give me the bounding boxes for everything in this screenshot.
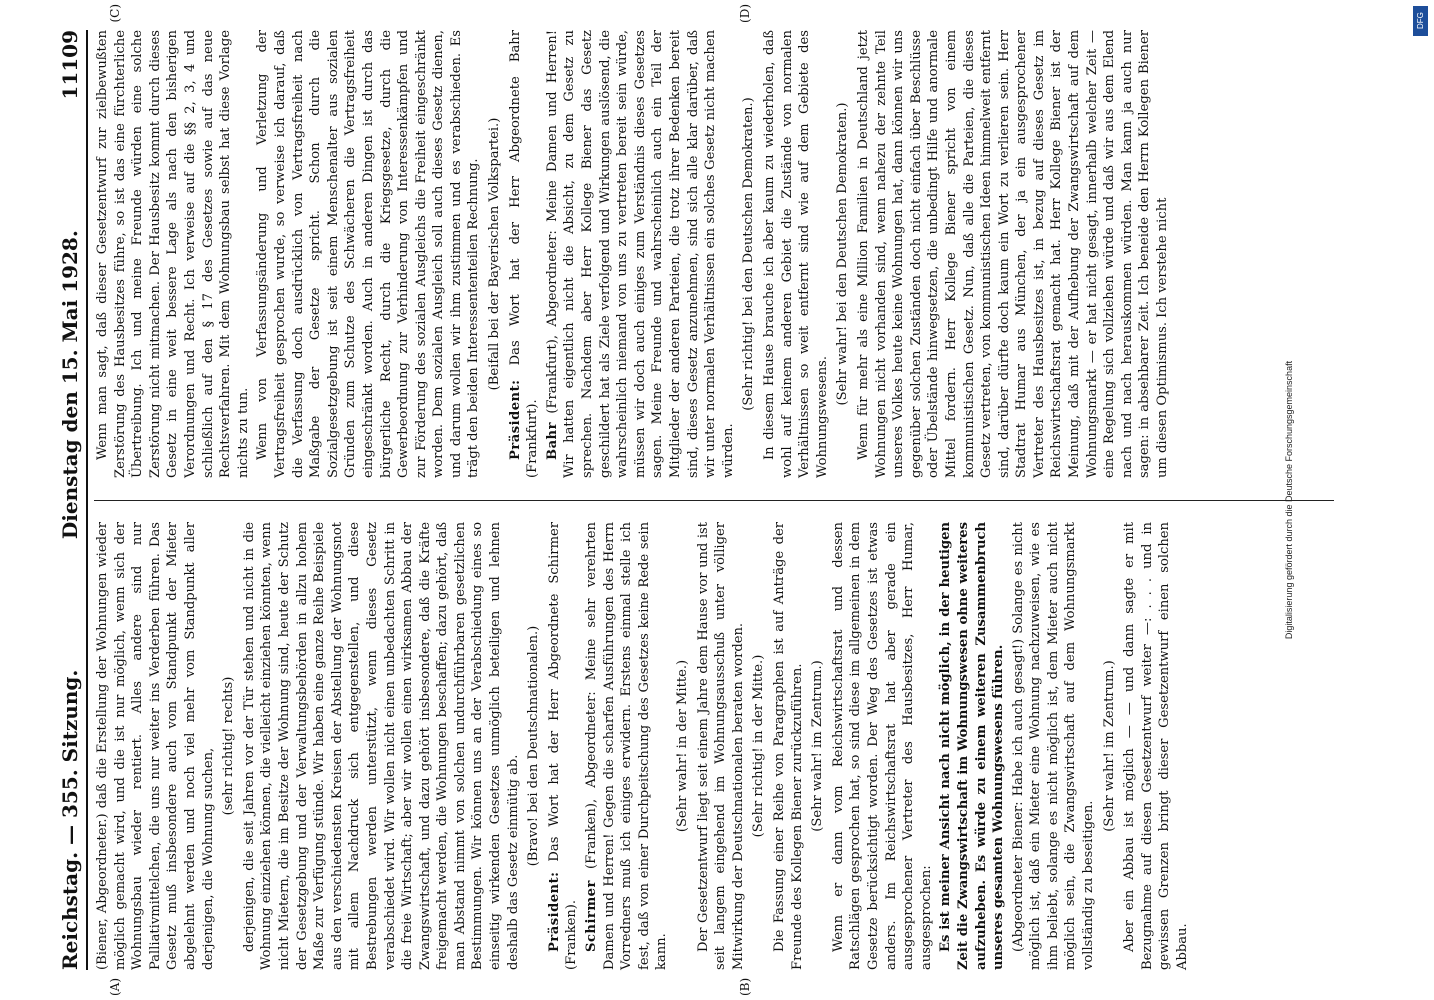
- digitization-credit: Digitalisierung gefördert durch die Deutsche Forschungsgemeinschaft: [1283, 360, 1294, 640]
- speaker-label: Bahr: [544, 422, 560, 460]
- paragraph: Der Gesetzentwurf liegt seit einem Jahre dem Hause vor und ist seit langem eingehend im Wohnungsausschuß unter völliger Mitwirkung der Deutschnationalen beraten worden.: [695, 522, 746, 970]
- interjection: (Sehr richtig! bei den Deutschen Demokraten.): [741, 97, 757, 411]
- paragraph: In diesem Hause brauche ich aber kaum zu wiederholen, daß wohl auf keinem anderen Gebiet die Zustände von normalen Verhältnissen so weit entfernt sind wie auf dem Gebiete des Wohnungswesens.: [761, 30, 830, 478]
- interjection: (Sehr wahr! im Zentrum.): [1101, 660, 1117, 832]
- paragraph: (Biener, Abgeordneter.) daß die Erstellung der Wohnungen wieder möglich gemacht wird, und die ist nur möglich, wenn sich der Wohnungsbau wieder rentiert. Alles andere sind nur Palliativmittelchen, die uns nur weiter ins Verderben führen. Das Gesetz muß insbesondere auch vom Standpunkt der Mieter abgelehnt werden und noch viel mehr vom Standpunkt aller derjenigen, die Wohnung suchen,: [95, 522, 216, 970]
- left-column: [94, 522, 1194, 970]
- interjection: (Sehr wahr! bei den Deutschen Demokraten.): [835, 102, 851, 406]
- paragraph: (Frankfurt), Abgeordneter: Meine Damen und Herren! Wir hatten eigentlich nicht die Absicht, zu dem Gesetz zu sprechen. Nachdem aber Herr Kollege Biener das Gesetz geschildert hat als Ziele verfolgend und Wirkungen auslösend, die wahrscheinlich niemand von uns zu vertreten bereit sein würde, müssen wir doch auch einiges zum Verständnis dieses Gesetzes sagen. Meine Freunde und wahrscheinlich auch ein Teil der Mitglieder der anderen Parteien, die trotz ihrer Bedenken bereit sind, dieses Gesetz anzunehmen, sind sich alle klar darüber, daß wir unter normalen Verhältnissen ein solches Gesetz nicht machen würden.: [544, 30, 736, 478]
- quoted-paragraph: Es ist meiner Ansicht nach nicht möglich, in der heutigen Zeit die Zwangswirtschaft im Wohnungswesen ohne weiteres aufzuheben. Es würde zu einem weiteren Zusammenbruch unseres gesamten Wohnungswesens führen.: [938, 522, 1007, 970]
- header-left: Reichstag. — 355. Sitzung.: [58, 669, 82, 970]
- dfg-logo: DFG: [1413, 6, 1428, 36]
- speaker-label: Schirmer: [584, 880, 600, 952]
- right-column: [94, 30, 1174, 478]
- interjection: (Beifall bei der Bayerischen Volkspartei.): [487, 117, 503, 391]
- interjection: (Bravo! bei den Deutschnationalen.): [526, 625, 542, 867]
- paragraph: Das Wort hat der Herr Abgeordnete Schirmer (Franken).: [546, 522, 580, 970]
- paragraph: Wenn er dann vom Reichswirtschaftsrat und dessen Ratschlägen gesprochen hat, so sind diese im allgemeinen in dem Gesetze berücksichtigt worden. Der Weg des Gesetzes ist etwas anders. Im Reichswirtschaftsrat hat aber gerade ein ausgesprochener Vertreter des Hausbesitzes, Herr Humar, ausgesprochen:: [830, 522, 934, 970]
- paragraph: (Abgeordneter Biener: Habe ich auch gesagt!) Solange es nicht möglich ist, daß ein Mieter eine Wohnung nachzuweisen, wie es ihm beliebt, solange es nicht möglich ist, dem Mieter auch nicht möglich sein, die Zwangswirtschaft auf dem Wohnungsmarkt vollständig zu beseitigen.: [1010, 522, 1097, 970]
- paragraph: Wenn man sagt, daß dieser Gesetzentwurf zur zielbewußten Zerstörung des Hausbesitzes führe, so ist das eine fürchterliche Übertreibung. Ich und meine Freunde würden eine solche Zerstörung nicht mitmachen. Der Hausbesitz kommt durch dieses Gesetz in eine weit bessere Lage als nach den bisherigen Verordnungen und Recht. Ich verweise auf die §§ 2, 3, 4 und schließlich auf den § 17 des Gesetzes sowie auf das neue Rechtsverfahren. Mit dem Wohnungsbau selbst hat diese Vorlage nichts zu tun.: [95, 30, 251, 478]
- margin-marker-c: (C): [108, 4, 122, 23]
- paragraph: derjenigen, die seit Jahren vor der Tür stehen und nicht in die Wohnung einziehen können, die vielleicht einziehen könnten, wenn nicht Mietern, die im Besitze der Wohnung sind, heute der Schutz der Gesetzgebung und der Verwaltungsbehörden in allzu hohem Maße zur Verfügung stünde. Wir haben eine ganze Reihe Beispiele aus den verschiedensten Kreisen der Abstellung der Wohnungsnot mit allem Nachdruck sich entgegenstellen, und diese Bestrebungen werden unterstützt, wenn dieses Gesetz verabschiedet wird. Wir wollen nicht einen unbedachten Schritt in die freie Wirtschaft; aber wir wollen einen wirksamen Abbau der Zwangswirtschaft, und dazu gehört insbesondere, daß die Kräfte freigemacht werden, die Wohnungen beschaffen; dazu gehört, daß man Abstand nimmt von solchen undurchführbaren gesetzlichen Bestimmungen. Wir können uns an der Verabschiedung eines so einseitig wirkenden Gesetzes unmöglich beteiligen und lehnen deshalb das Gesetz einmütig ab.: [241, 522, 521, 970]
- paragraph: Wenn für mehr als eine Million Familien in Deutschland jetzt Wohnungen nicht vorhanden sind, wenn nahezu der zehnte Teil unseres Volkes heute keine Wohnungen hat, dann können wir uns gegenüber solchen Zuständen doch nicht einfach über Beschlüsse oder Übelstände hinwegsetzen, die unbedingt Hilfe und anormale Mittel fordern. Herr Kollege Biener spricht von einem kommunistischen Gesetz. Nun, daß alle die Parteien, die dieses Gesetz vertreten, von kommunistischen Ideen himmelweit entfernt sind, darüber dürfte doch kaum ein Wort zu verlieren sein. Herr Stadtrat Humar aus München, der ja ein ausgesprochener Vertreter des Hausbesitzes ist, in bezug auf dieses Gesetz im Reichswirtschaftsrat gemacht hat. Herr Kollege Biener ist der Meinung, daß mit der Aufhebung der Zwangswirtschaft auf dem Wohnungsmarkt — er hat nicht gesagt, innerhalb welcher Zeit — eine Regelung sich vollziehen würde und daß wir aus dem Elend nach und nach herauskommen würden. Man kann ja auch nur sagen: in absehbarer Zeit. Ich beneide den Herrn Kollegen Biener um diesen Optimismus. Ich verstehe nicht: [855, 30, 1171, 478]
- page-header: [48, 30, 88, 970]
- speaker-label: Präsident:: [546, 871, 562, 952]
- interjection: (Sehr wahr! in der Mitte.): [675, 659, 690, 833]
- paragraph: Wenn von Verfassungsänderung und Verletzung der Vertragsfreiheit gesprochen wurde, so verweise ich darauf, daß die Verfassung doch ausdrücklich von Vertragsfreiheit nach Maßgabe der Gesetze spricht. Schon durch die Sozialgesetzgebung ist seit einem Menschenalter aus sozialen Gründen zum Schutze des Schwächeren die Vertragsfreiheit eingeschränkt worden. Auch in anderen Dingen ist durch das bürgerliche Recht, durch die Kriegsgesetze, durch die Gewerbeordnung zur Verhinderung von Interessenkämpfen und zur Förderung des sozialen Ausgleichs die Freiheit eingeschränkt worden. Dem sozialen Ausgleich soll auch dieses Gesetz dienen, und darum wollen wir ihm zustimmen und es verabschieden. Es trägt den beiden Interessententeilen Rechnung.: [255, 30, 482, 478]
- margin-marker-d: (D): [738, 4, 752, 23]
- paragraph: Das Wort hat der Herr Abgeordnete Bahr (Frankfurt).: [507, 30, 541, 478]
- interjection: (Sehr richtig! in der Mitte.): [751, 654, 767, 838]
- margin-marker-a: (A): [108, 977, 122, 996]
- page-number: 11109: [58, 30, 82, 100]
- interjection: (Sehr wahr! im Zentrum.): [810, 660, 826, 832]
- header-center: Dienstag den 15. Mai 1928.: [58, 230, 82, 540]
- paragraph: (Franken), Abgeordneter: Meine sehr verehrten Damen und Herren! Gegen die scharfen Ausführungen des Herrn Vorredners muß ich einiges erwidern. Erstens einmal stelle ich fest, daß von einer Durchpeitschung des Gesetzes keine Rede sein kann.: [584, 522, 670, 970]
- speaker-label: Präsident:: [507, 379, 523, 460]
- interjection: (sehr richtig! rechts): [221, 676, 237, 816]
- paragraph: Aber ein Abbau ist möglich — — und dann sagte er mit Bezugnahme auf diesen Gesetzentwurf weiter —: . . . und in gewissen Grenzen bringt dieser Gesetzentwurf einen solchen Abbau.: [1122, 522, 1191, 970]
- paragraph: Die Fassung einer Reihe von Paragraphen ist auf Anträge der Freunde des Kollegen Biener zurückzuführen.: [771, 522, 805, 970]
- margin-marker-b: (B): [738, 977, 752, 996]
- newspaper-page: [48, 4, 1348, 996]
- column-divider: [94, 500, 1334, 501]
